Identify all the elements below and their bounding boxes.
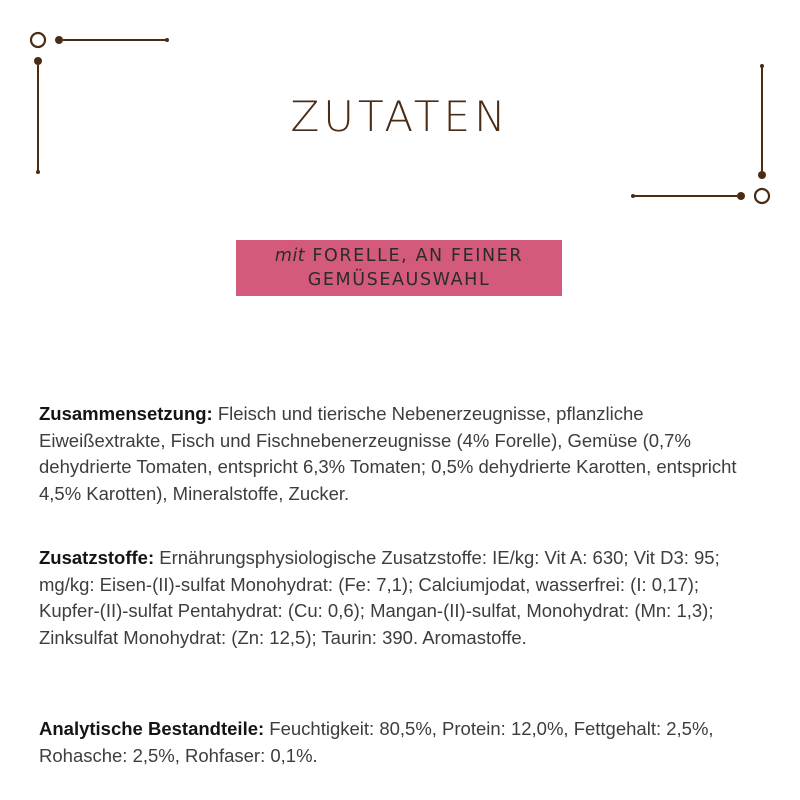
composition-label: Zusammensetzung:	[39, 403, 213, 424]
banner-line-2: GEMÜSEAUSWAHL	[307, 270, 491, 290]
banner-line-1	[275, 244, 523, 268]
product-variant-banner	[236, 240, 562, 296]
analytics-section	[39, 716, 761, 769]
page-title: ZUTATEN	[290, 92, 510, 141]
composition-section	[39, 401, 761, 507]
additives-section	[39, 545, 761, 651]
composition-text: Fleisch und tierische Nebenerzeugnisse, pflanzliche Eiweißextrakte, Fisch und Fischnebenerzeugnisse (4% Forelle), Gemüse (0,7% dehydrierte Tomaten, entspricht 6,3% Tomaten; 0,5% dehydrierte Karotten, entspricht 4,5% Karotten), Mineralstoffe, Zucker.	[39, 403, 737, 504]
analytics-text: Feuchtigkeit: 80,5%, Protein: 12,0%, Fettgehalt: 2,5%, Rohasche: 2,5%, Rohfaser: 0,1%.	[39, 718, 714, 766]
analytics-label: Analytische Bestandteile:	[39, 718, 265, 739]
additives-text: Ernährungsphysiologische Zusatzstoffe: IE/kg: Vit A: 630; Vit D3: 95; mg/kg: Eisen-(II)-sulfat Monohydrat: (Fe: 7,1); Calciumjodat, wasserfrei: (I: 0,17); Kupfer-(II)-sulfat Pentahydrat: (Cu: 0,6); Mangan-(II)-sulfat, Monohydrat: (Mn: 1,3); Zinksulfat Monohydrat: (Zn: 12,5); Taurin: 390. Aromastoffe.	[39, 547, 720, 648]
additives-label: Zusatzstoffe:	[39, 547, 155, 568]
banner-prefix: mit	[274, 246, 306, 266]
banner-line-1-text: FORELLE, AN FEINER	[305, 246, 524, 266]
